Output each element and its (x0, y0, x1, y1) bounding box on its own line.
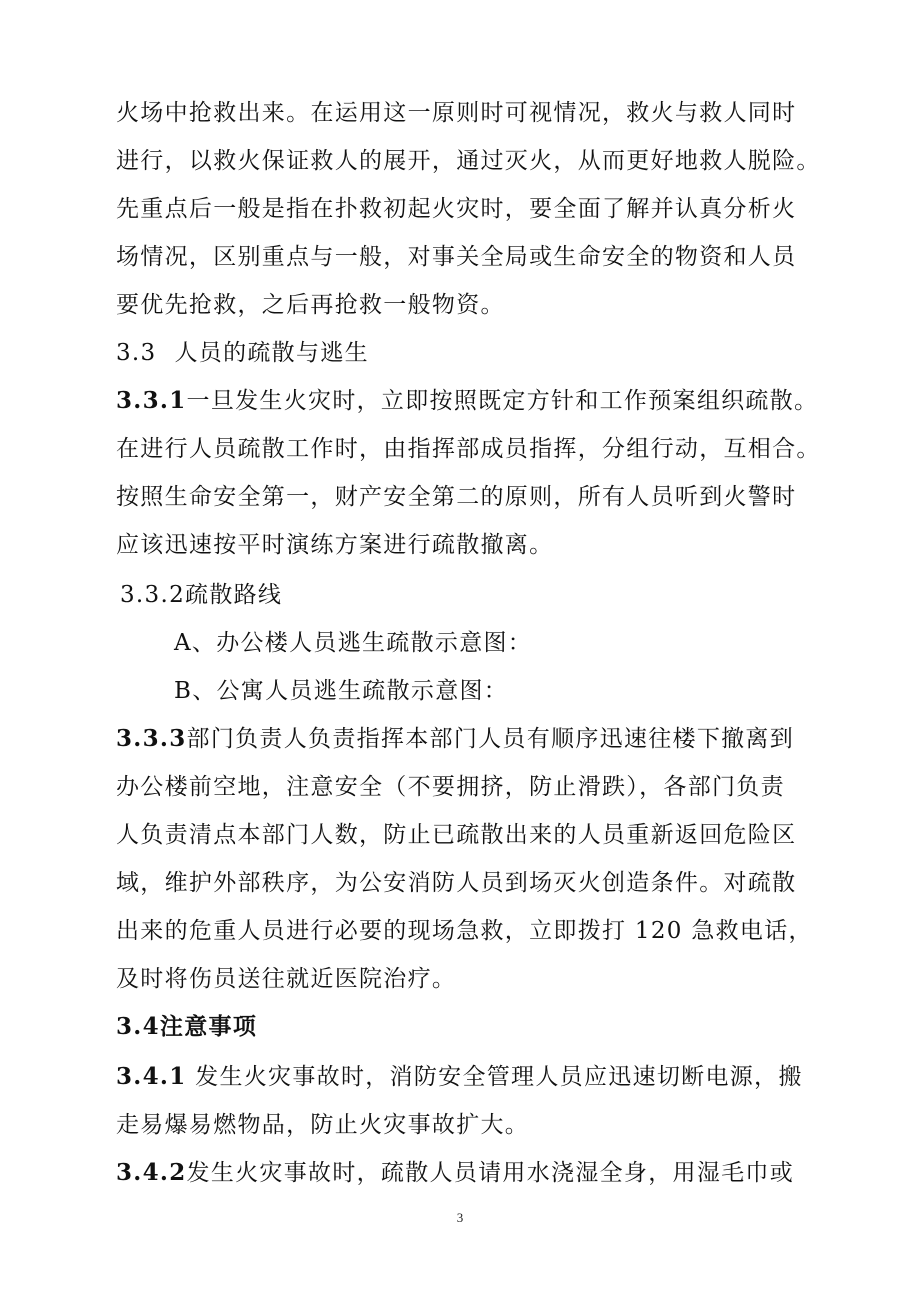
section-number: 3.3 (116, 340, 157, 366)
item-text: 发生火灾事故时，疏散人员请用水浇湿全身，用湿毛巾或 (186, 1160, 795, 1186)
section-title: 注意事项 (159, 1013, 258, 1040)
section-heading-3-3 (116, 338, 816, 368)
item-number: 3.3.3 (116, 725, 187, 752)
paragraph-line: 人负责清点本部门人数，防止已疏散出来的人员重新返回危险区 (116, 822, 797, 848)
item-text: 发生火灾事故时，消防安全管理人员应迅速切断电源，搬 (186, 1064, 803, 1090)
item-number: 3.3.2 (120, 582, 186, 608)
paragraph-line: 应该迅速按平时演练方案进行疏散撤离。 (116, 532, 554, 558)
paragraph-line: 及时将伤员送往就近医院治疗。 (116, 966, 457, 992)
paragraph-line: 在进行人员疏散工作时，由指挥部成员指挥，分组行动，互相合。 (116, 436, 821, 462)
section-number: 3.4 (116, 1013, 160, 1040)
sub-item-a: A、办公楼人员逃生疏散示意图： (174, 630, 533, 656)
paragraph-line: 要优先抢救，之后再抢救一般物资。 (116, 292, 505, 318)
paragraph-line: 火场中抢救出来。在运用这一原则时可视情况，救火与救人同时 (116, 100, 797, 126)
item-title: 疏散路线 (185, 582, 283, 608)
paragraph-line: 进行，以救火保证救人的展开，通过灭火，从而更好地救人脱险。 (116, 148, 821, 174)
section-title: 人员的疏散与逃生 (174, 340, 369, 366)
item-number: 3.4.1 (116, 1063, 187, 1090)
item-3-4-2-first-line (116, 1158, 816, 1188)
item-3-3-1-first-line (116, 386, 819, 416)
paragraph-line: 走易爆易燃物品，防止火灾事故扩大。 (116, 1112, 530, 1138)
page-number: 3 (456, 1210, 464, 1225)
paragraph-line: 办公楼前空地，注意安全（不要拥挤，防止滑跌），各部门负责 (116, 774, 785, 800)
item-number: 3.3.1 (116, 387, 187, 414)
paragraph-line: 出来的危重人员进行必要的现场急救，立即拨打 120 急救电话， (116, 918, 813, 944)
paragraph-line: 域，维护外部秩序，为公安消防人员到场灭火创造条件。对疏散 (116, 870, 797, 896)
paragraph-line: 先重点后一般是指在扑救初起火灾时，要全面了解并认真分析火 (116, 196, 797, 222)
item-3-3-3-first-line (116, 724, 816, 754)
item-3-4-1-first-line (116, 1062, 816, 1092)
sub-item-b: B、公寓人员逃生疏散示意图： (174, 678, 509, 704)
item-3-3-2-heading (120, 580, 820, 610)
paragraph-line: 按照生命安全第一，财产安全第二的原则，所有人员听到火警时 (116, 484, 797, 510)
item-text: 部门负责人负责指挥本部门人员有顺序迅速往楼下撤离到 (186, 726, 795, 752)
section-heading-3-4 (116, 1012, 816, 1042)
item-text: 一旦发生火灾时，立即按照既定方针和工作预案组织疏散。 (186, 388, 819, 414)
paragraph-line: 场情况，区别重点与一般，对事关全局或生命安全的物资和人员 (116, 244, 797, 270)
item-number: 3.4.2 (116, 1159, 187, 1186)
